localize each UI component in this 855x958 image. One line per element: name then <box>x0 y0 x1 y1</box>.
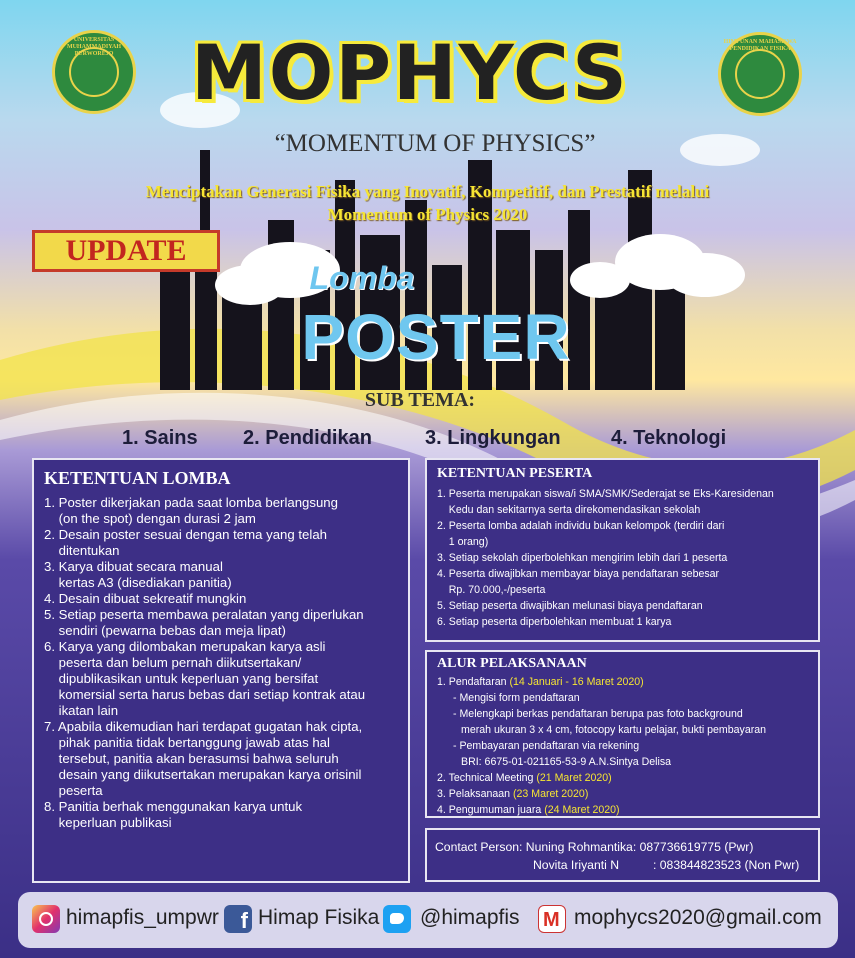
list-item: sendiri (pewarna bebas dan meja lipat) <box>44 623 286 638</box>
update-badge: UPDATE <box>32 230 220 272</box>
alur-heading: ALUR PELAKSANAAN <box>437 656 587 671</box>
list-item: 2. Desain poster sesuai dengan tema yang telah <box>44 527 327 542</box>
list-item: 5. Setiap peserta membawa peralatan yang diperlukan <box>44 607 364 622</box>
alur-line: 1. Pendaftaran (14 Januari - 16 Maret 2020) <box>437 676 644 688</box>
alur-pelaksanaan-box <box>425 650 820 818</box>
poster-title: MOPHYCS <box>191 28 629 117</box>
list-item: 3. Karya dibuat secara manual <box>44 559 223 574</box>
gmail-icon: M <box>538 905 566 933</box>
twitter-handle[interactable]: @himapfis <box>420 906 520 929</box>
facebook-icon: f <box>224 905 252 933</box>
lomba-label: Lomba <box>309 260 415 296</box>
contact-box <box>425 828 820 882</box>
list-item: keperluan publikasi <box>44 815 172 830</box>
ketentuan-lomba-list <box>44 495 398 831</box>
ketentuan-peserta-box <box>425 458 820 642</box>
list-item: Rp. 70.000,-/peserta <box>437 584 546 596</box>
instagram-handle[interactable]: himapfis_umpwr <box>66 906 219 929</box>
list-item: 5. Setiap peserta diwajibkan melunasi biaya pendaftaran <box>437 600 703 612</box>
list-item: 6. Setiap peserta diperbolehkan membuat 1 karya <box>437 616 672 628</box>
topic-teknologi: 4. Teknologi <box>611 427 727 449</box>
ketentuan-lomba-box <box>32 458 410 883</box>
facebook-page[interactable]: Himap Fisika <box>258 906 380 929</box>
himpunan-logo: HIMPUNAN MAHASISWA PENDIDIKAN FISIKA <box>718 32 802 116</box>
list-item: pihak panitia tidak bertanggung jawab atas hal <box>44 735 330 750</box>
poster-subtitle: “MOMENTUM OF PHYSICS” <box>274 130 596 157</box>
list-item: dipublikasikan untuk keperluan yang bersifat <box>44 671 319 686</box>
list-item: 8. Panitia berhak menggunakan karya untuk <box>44 799 303 814</box>
competition-name: POSTER <box>301 301 571 373</box>
tagline: Menciptakan Generasi Fisika yang Inovatif, Kompetitif, dan Prestatif melalui Momentum of Physics 2020 <box>145 182 710 224</box>
list-item: 7. Apabila dikemudian hari terdapat gugatan hak cipta, <box>44 719 363 734</box>
contact-line-2: Novita Iriyanti N : 083844823523 (Non Pwr) <box>533 858 800 872</box>
list-item: ikatan lain <box>44 703 119 718</box>
subtema-label: SUB TEMA: <box>364 389 476 411</box>
list-item: 1. Peserta merupakan siswa/i SMA/SMK/Sederajat se Eks-Karesidenan <box>437 488 774 500</box>
topic-lingkungan: 3. Lingkungan <box>425 427 561 449</box>
alur-line: - Pembayaran pendaftaran via rekening <box>453 740 640 752</box>
list-item: Kedu dan sekitarnya serta direkomendasikan sekolah <box>437 504 701 516</box>
university-logo: UNIVERSITAS MUHAMMADIYAH PURWOREJO <box>52 30 136 114</box>
list-item: desain yang diikutsertakan merupakan karya orisinil <box>44 767 362 782</box>
list-item: ditentukan <box>44 543 120 558</box>
alur-line: 3. Pelaksanaan (23 Maret 2020) <box>437 788 589 800</box>
list-item: peserta dan belum pernah diikutsertakan/ <box>44 655 302 670</box>
social-footer <box>18 892 838 948</box>
list-item: (on the spot) dengan durasi 2 jam <box>44 511 256 526</box>
alur-line: BRI: 6675-01-021165-53-9 A.N.Sintya Delisa <box>461 756 672 768</box>
ketentuan-lomba-heading: KETENTUAN LOMBA <box>44 468 231 488</box>
alur-line: - Melengkapi berkas pendaftaran berupa pas foto background <box>453 708 743 720</box>
list-item: 4. Peserta diwajibkan membayar biaya pendaftaran sebesar <box>437 568 720 580</box>
email-address[interactable]: mophycs2020@gmail.com <box>574 906 822 929</box>
instagram-icon <box>32 905 60 933</box>
list-item: 3. Setiap sekolah diperbolehkan mengirim lebih dari 1 peserta <box>437 552 728 564</box>
ketentuan-peserta-heading: KETENTUAN PESERTA <box>437 466 593 481</box>
list-item: 1. Poster dikerjakan pada saat lomba berlangsung <box>44 495 338 510</box>
alur-line: 4. Pengumuman juara (24 Maret 2020) <box>437 804 620 816</box>
twitter-icon <box>383 905 411 933</box>
list-item: komersial serta harus bebas dari setiap kontrak atau <box>44 687 366 702</box>
alur-line: - Mengisi form pendaftaran <box>453 692 580 704</box>
contact-line-1: Contact Person: Nuning Rohmantika: 087736619775 (Pwr) <box>435 840 754 854</box>
alur-line: merah ukuran 3 x 4 cm, fotocopy kartu pelajar, bukti pembayaran <box>461 724 767 736</box>
topic-sains: 1. Sains <box>122 427 198 449</box>
ketentuan-peserta-list <box>437 486 808 630</box>
list-item: 2. Peserta lomba adalah individu bukan kelompok (terdiri dari <box>437 520 725 532</box>
list-item: peserta <box>44 783 103 798</box>
list-item: 1 orang) <box>437 536 489 548</box>
list-item: 4. Desain dibuat sekreatif mungkin <box>44 591 247 606</box>
list-item: kertas A3 (disediakan panitia) <box>44 575 232 590</box>
alur-line: 2. Technical Meeting (21 Maret 2020) <box>437 772 612 784</box>
topic-pendidikan: 2. Pendidikan <box>243 427 372 449</box>
list-item: tersebut, panitia akan berasumsi bahwa seluruh <box>44 751 339 766</box>
list-item: 6. Karya yang dilombakan merupakan karya asli <box>44 639 326 654</box>
